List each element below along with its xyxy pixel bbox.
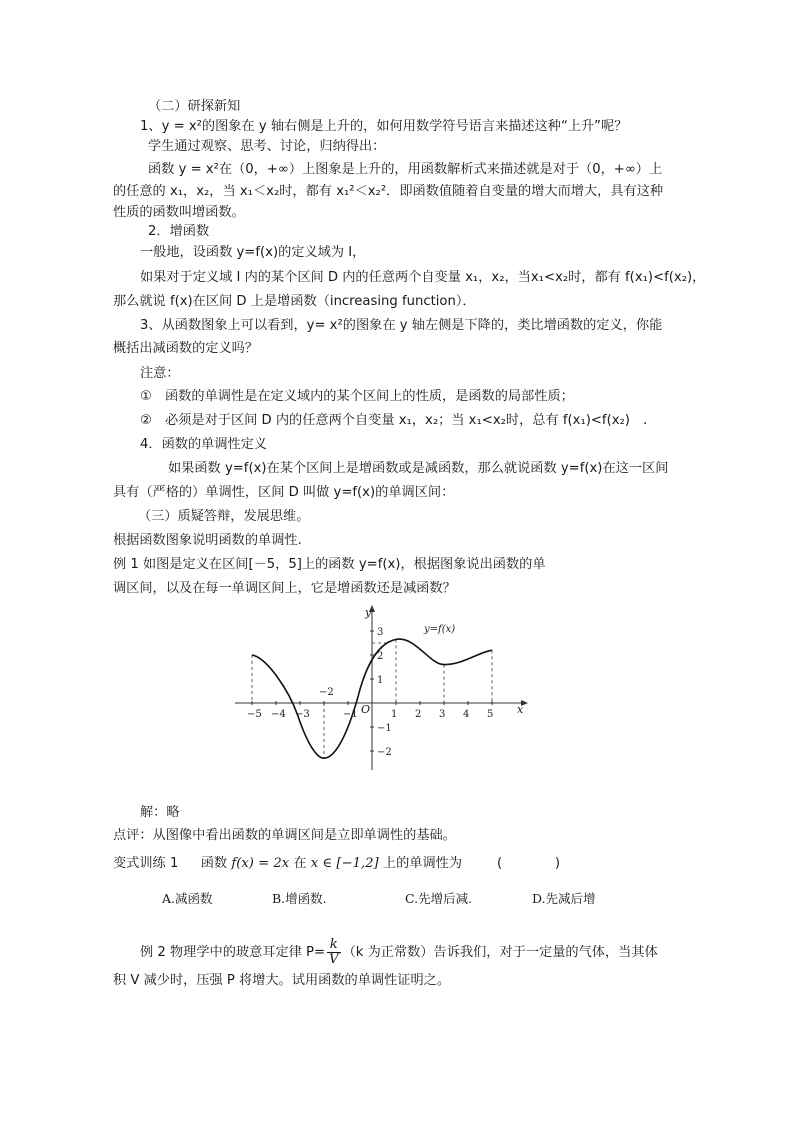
monotonicity-line-1: 如果函数 y=f(x)在某个区间上是增函数或是减函数，那么就说函数 y=f(x)在这一区间 xyxy=(168,461,669,476)
x-tick-label: 4 xyxy=(463,709,470,720)
x-tick-label: 3 xyxy=(439,709,446,720)
x-tick-label: −3 xyxy=(295,709,310,720)
note-title: 注意： xyxy=(140,366,180,381)
example-2-line-2: 积 V 减少时，压强 P 将增大。试用函数的单调性证明之。 xyxy=(113,973,451,988)
y-tick-label: −2 xyxy=(377,747,392,758)
section-heading-2: （二）研探新知 xyxy=(148,99,241,114)
example-1-line-2: 调区间，以及在每一单调区间上，它是增函数还是减函数？ xyxy=(113,581,456,596)
exercise-1-domain: x ∈ [−1,2] xyxy=(310,856,379,871)
x-tick-label: −1 xyxy=(343,709,358,720)
y-tick-label: −1 xyxy=(377,723,392,734)
question-3-line-2: 概括出减函数的定义吗？ xyxy=(113,341,259,356)
y-axis-label: y xyxy=(365,606,372,619)
y-tick-label: 3 xyxy=(377,627,384,638)
x-axis-label: x xyxy=(517,703,524,716)
note-item-2: ② 必须是对于区间 D 内的任意两个自变量 x₁，x₂；当 x₁<x₂时，总有 f(x₁)<f(x₂) . xyxy=(140,413,648,428)
question-1: 1、y = x²的图象在 y 轴右侧是上升的，如何用数学符号语言来描述这种“上升”呢？ xyxy=(140,119,628,134)
example-1-line-1: 例 1 如图是定义在区间[－5，5]上的函数 y=f(x)，根据图象说出函数的单 xyxy=(113,557,546,572)
x-tick-label: 1 xyxy=(391,709,398,720)
para-1-line-3: 性质的函数叫增函数。 xyxy=(113,205,245,220)
option-c: C.先增后减. xyxy=(405,891,473,906)
question-1-note: 学生通过观察、思考、讨论，归纳得出： xyxy=(148,139,386,154)
option-d: D.先减后增 xyxy=(532,891,596,906)
definition-line-2: 如果对于定义域 I 内的某个区间 D 内的任意两个自变量 x₁，x₂，当x₁<x₂时，都有 f(x₁)<f(x₂)， xyxy=(140,270,706,285)
func-label: y=f(x) xyxy=(424,624,456,635)
solution-answer: 解：略 xyxy=(140,805,180,820)
monotonicity-line-2: 具有（严格的）单调性，区间 D 叫做 y=f(x)的单调区间： xyxy=(113,485,455,500)
exercise-1-label: 变式训练 1 xyxy=(113,856,179,871)
exercise-1-prefix: 函数 xyxy=(200,856,228,871)
fraction-numerator: k xyxy=(327,938,341,953)
exercise-1-suffix: 上的单调性为 xyxy=(382,856,463,871)
x-tick-label: 5 xyxy=(487,709,494,720)
definition-line-1: 一般地，设函数 y=f(x)的定义域为 I， xyxy=(140,245,366,260)
example-2-prefix: 例 2 物理学中的玻意耳定律 P= xyxy=(140,945,326,960)
boyle-fraction xyxy=(327,938,341,967)
y-tick-label: 2 xyxy=(377,651,384,662)
option-b: B.增函数. xyxy=(272,891,327,906)
y-tick-label: 1 xyxy=(377,675,384,686)
origin-label: O xyxy=(361,703,371,716)
x-tick-label: −2 xyxy=(319,687,334,698)
x-tick-label: 2 xyxy=(415,709,422,720)
note-item-1: ① 函数的单调性是在定义域内的某个区间上的性质，是函数的局部性质； xyxy=(140,389,574,404)
example-2-suffix: （k 为正常数）告诉我们，对于一定量的气体，当其体 xyxy=(342,945,658,960)
exercise-1-function: f(x) = 2x xyxy=(231,856,290,871)
para-1-line-1: 函数 y = x²在（0，+∞）上图象是上升的，用函数解析式来描述就是对于（0，+∞）上 xyxy=(148,162,663,177)
example-2-line-1 xyxy=(140,935,658,971)
exercise-1-in: 在 xyxy=(293,856,307,871)
option-a: A.减函数 xyxy=(162,891,213,906)
heading-monotonicity: 4．函数的单调性定义 xyxy=(140,437,268,452)
para-1-line-2: 的任意的 x₁，x₂，当 x₁＜x₂时，都有 x₁²＜x₂²．即函数值随着自变量的增大而增大，具有这种 xyxy=(113,184,664,199)
function-graph xyxy=(225,600,535,775)
exercise-1-stem xyxy=(113,854,462,874)
definition-line-3: 那么就说 f(x)在区间 D 上是增函数（increasing function）． xyxy=(113,294,476,309)
section-heading-3: （三）质疑答辩，发展思维。 xyxy=(138,509,310,524)
fraction-denominator: V xyxy=(329,951,339,967)
x-tick-label: −4 xyxy=(271,709,286,720)
question-3-line-1: 3、从函数图象上可以看到，y= x²的图象在 y 轴左侧是下降的，类比增函数的定义，你能 xyxy=(140,318,663,333)
section-3-intro: 根据函数图象说明函数的单调性. xyxy=(113,533,302,548)
exercise-1-blank: ( ) xyxy=(497,856,561,871)
heading-increasing-function: 2．增函数 xyxy=(148,224,210,239)
solution-comment: 点评：从图像中看出函数的单调区间是立即单调性的基础。 xyxy=(113,828,456,843)
x-tick-label: −5 xyxy=(247,709,262,720)
